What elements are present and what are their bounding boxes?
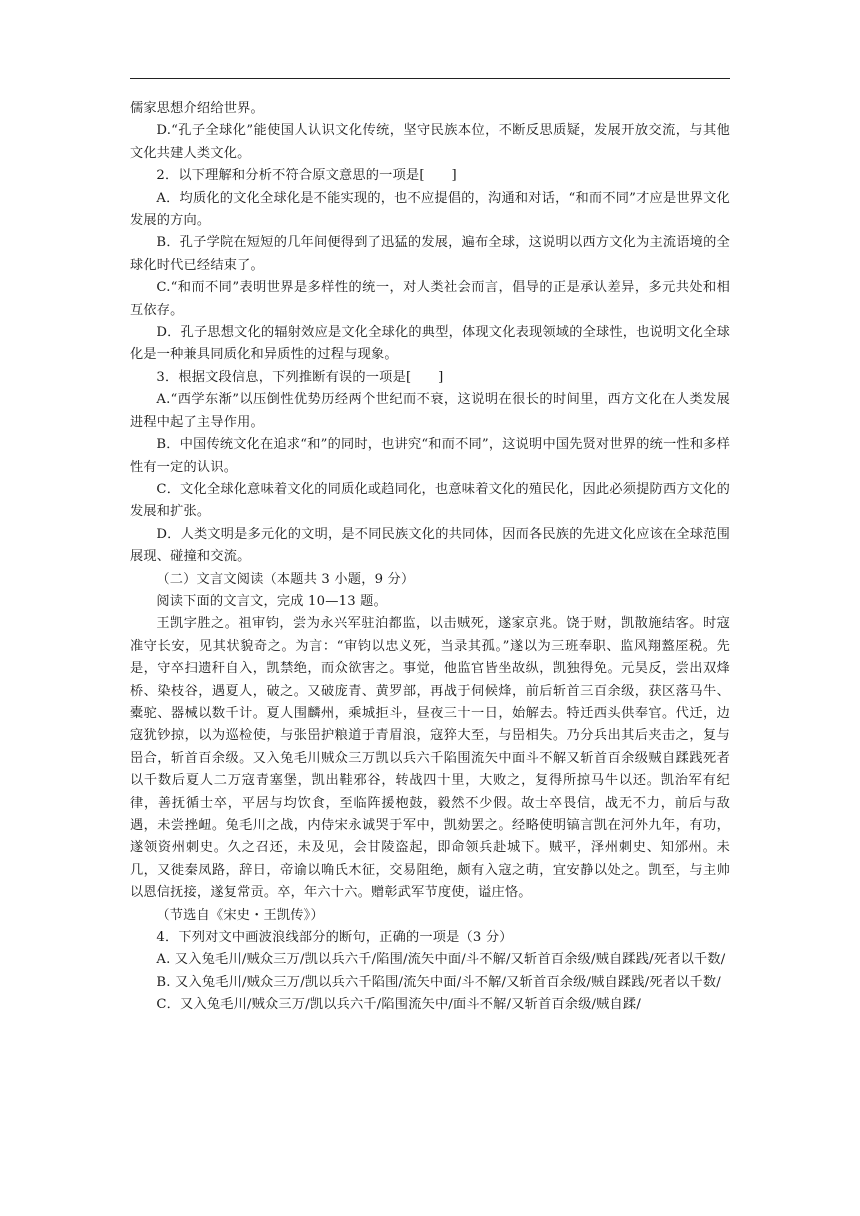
passage-source: （节选自《宋史・王凯传》） bbox=[156, 907, 324, 923]
option-3c: C．文化全球化意味着文化的同质化或趋同化，也意味着文化的殖民化，因此必须提防西方文化的发展和扩张。 bbox=[130, 481, 730, 520]
option-2d: D．孔子思想文化的辐射效应是文化全球化的典型，体现文化表现领域的全球性，也说明文化全球化是一种兼具同质化和异质性的过程与现象。 bbox=[130, 325, 730, 363]
option-3a: A.“西学东渐”以压倒性优势历经两个世纪而不衰，这说明在很长的时间里，西方文化在人类发展进程中起了主导作用。 bbox=[130, 392, 730, 430]
option-3d: D．人类文明是多元化的文明，是不同民族文化的共同体，因而各民族的先进文化应该在全球范围展现、碰撞和交流。 bbox=[130, 526, 730, 565]
option-3b: B．中国传统文化在追求“和”的同时，也讲究“和而不同”，这说明中国先贤对世界的统一性和多样性有一定的认识。 bbox=[130, 437, 730, 475]
question-3: 3．根据文段信息，下列推断有误的一项是[ ] bbox=[156, 369, 444, 385]
document-body bbox=[130, 98, 730, 1017]
paragraph-continuation: 儒家思想介绍给世界。 bbox=[130, 101, 264, 116]
option-2a: A．均质化的文化全球化是不能实现的，也不应提倡的，沟通和对话，“和而不同”才应是世界文化发展的方向。 bbox=[130, 190, 730, 229]
section-heading: （二）文言文阅读（本题共 3 小题，9 分） bbox=[156, 571, 415, 587]
reading-instruction: 阅读下面的文言文，完成 10—13 题。 bbox=[156, 593, 387, 609]
option-4c: C．又入兔毛川/贼众三万/凯以兵六千/陷围流矢中/面斗不解/又斩首百余级/贼自蹂/ bbox=[156, 997, 641, 1013]
option-2b: B．孔子学院在短短的几年间便得到了迅猛的发展，遍布全球，这说明以西方文化为主流语境的全球化时代已经结束了。 bbox=[130, 235, 730, 273]
option-4b: B. 又入兔毛川/贼众三万/凯以兵六千陷围/流矢中面/斗不解/又斩首百余级/贼自蹂践/死者以千数/ bbox=[156, 974, 721, 990]
question-4: 4．下列对文中画波浪线部分的断句，正确的一项是（3 分） bbox=[156, 930, 513, 946]
header-rule bbox=[130, 78, 730, 79]
option-2c: C.“和而不同”表明世界是多样性的统一，对人类社会而言，倡导的正是承认差异，多元共处和相互依存。 bbox=[130, 280, 730, 318]
option-4a: A. 又入兔毛川/贼众三万/凯以兵六千/陷围/流矢中面/斗不解/又斩首百余级/贼自蹂践/死者以千数/ bbox=[156, 952, 726, 968]
classical-passage: 王凯字胜之。祖审钧，尝为永兴军驻泊都监，以击贼死，遂家京兆。饶于财，凯散施结客。时寇准守长安，见其状貌奇之。为言：“审钧以忠义死，当录其孤。”遂以为三班奉职、监风翔盩厔税。先是，守卒扫遗秆自入，凯禁绝，而众欲害之。事觉，他监官皆坐故纵，凯独得免。元昊反，尝出双烽桥、染枝谷，遇夏人，破之。又破庞青、黄罗部，再战于伺候烽，前后斩首三百余级，获区落马牛、橐驼、器械以数千计。夏人围麟州，乘城拒斗，昼夜三十一日，始解去。特迁西头供奉官。代迁，边寇犹钞掠，以为巡检使，与张岊护粮道于青眉浪，寇猝大至，与岊相失。乃分兵出其后夹击之，复与岊合，斩首百余级。又入兔毛川贼众三万凯以兵六千陷围流矢中面斗不解又斩首百余级贼自蹂践死者以千数后夏人二万寇青塞堡，凯出鞋邪谷，转战四十里，大败之，复得所掠马牛以还。凯治军有纪律，善抚循士卒，平居与均饮食，至临阵援枹鼓，毅然不少假。故士卒畏信，战无不力，前后与敌遇，未尝挫衄。兔毛川之战，内侍宋永诚哭于军中，凯劾罢之。经略使明镐言凯在河外九年，有功，遂领资州刺史。久之召还，未及见，会甘陵盗起，即命领兵赴城下。贼平，泽州刺史、知邠州。未几，又徙秦凤路，辞日，帝谕以唃氏木征，交易阻绝，颇有入寇之萌，宜安静以处之。凯至，与主帅以恩信抚接，遂复常贡。卒，年六十六。赠彰武军节度使，谥庄恪。 bbox=[130, 616, 730, 901]
question-2: 2．以下理解和分析不符合原文意思的一项是[ ] bbox=[156, 168, 457, 184]
option-1d: D.“孔子全球化”能使国人认识文化传统，坚守民族本位，不断反思质疑，发展开放交流，与其他文化共建人类文化。 bbox=[130, 123, 730, 161]
